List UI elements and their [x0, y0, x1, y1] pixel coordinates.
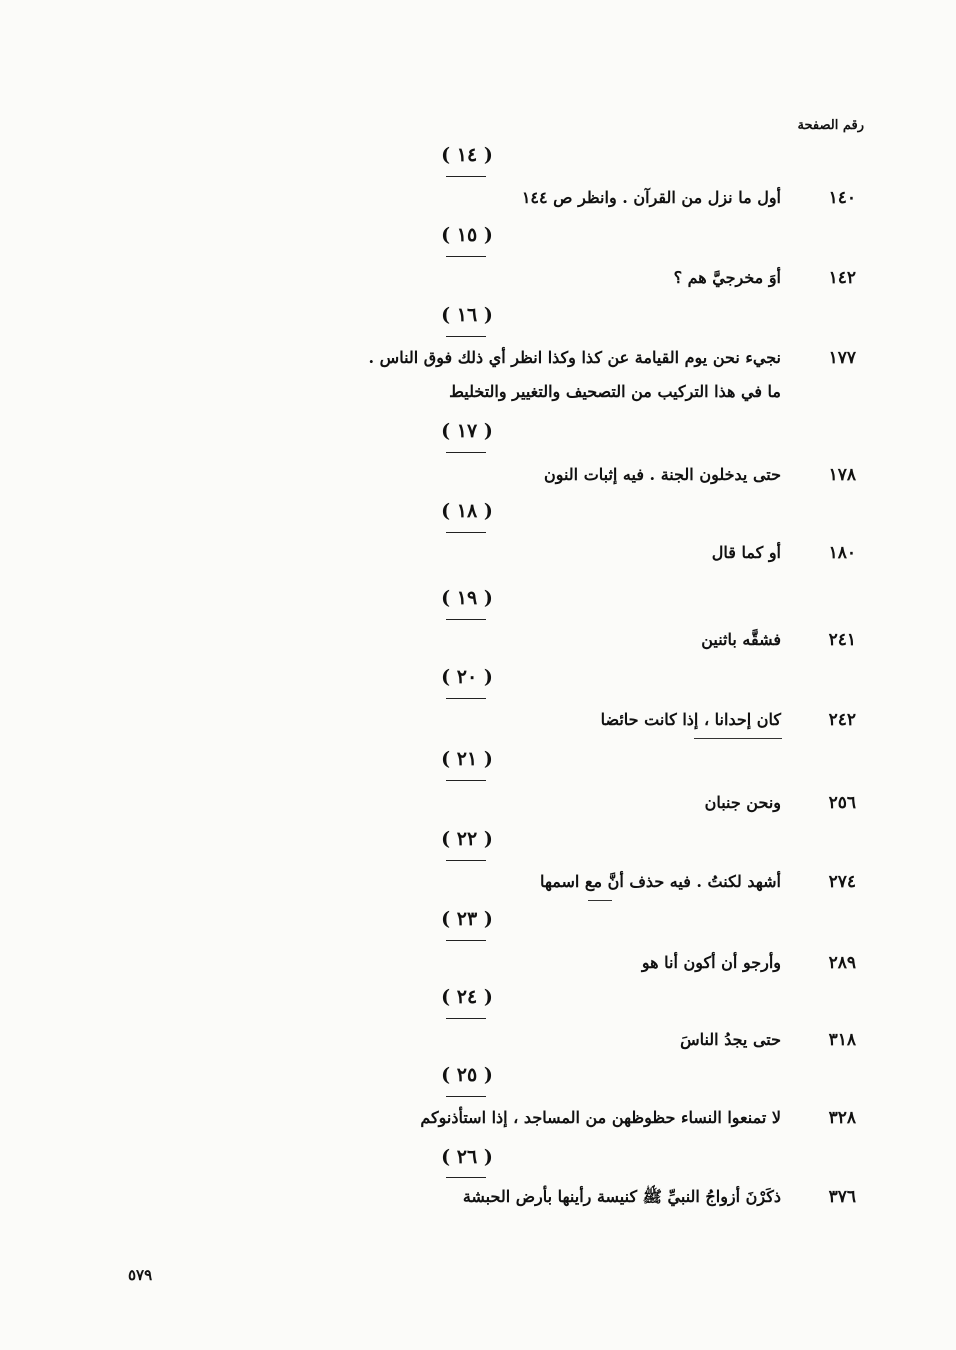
heading-underline	[446, 256, 486, 257]
section-heading-17: ( ١٧ )	[441, 420, 493, 442]
section-heading-21: ( ٢١ )	[441, 748, 493, 770]
entry-text: ذكَرْنَ أزواجُ النبيِّ ﷺ كنيسة رأينها بأرض الحبشة	[462, 1187, 781, 1206]
text-underline	[588, 900, 612, 901]
entry-text: حتى يجدُ الناسَ	[680, 1030, 781, 1049]
heading-underline	[446, 698, 486, 699]
heading-underline	[446, 780, 486, 781]
entry-page-number: ٣٢٨	[828, 1108, 856, 1128]
entry-page-number: ١٤٠	[828, 188, 856, 208]
section-heading-18: ( ١٨ )	[441, 500, 493, 522]
entry-page-number: ١٧٧	[828, 348, 856, 368]
entry-text: أول ما نزل من القرآن . وانظر ص ١٤٤	[521, 188, 781, 207]
section-heading-22: ( ٢٢ )	[441, 828, 493, 850]
heading-underline	[446, 1177, 486, 1178]
heading-underline	[446, 1018, 486, 1019]
entry-text: أوَ مخرجيَّ هم ؟	[673, 268, 781, 287]
text-underline	[694, 738, 782, 739]
section-heading-14: ( ١٤ )	[441, 144, 493, 166]
heading-underline	[446, 452, 486, 453]
section-heading-20: ( ٢٠ )	[441, 666, 493, 688]
column-header: رقم الصفحة	[797, 118, 864, 133]
heading-underline	[446, 1096, 486, 1097]
page-number: ٥٧٩	[128, 1266, 153, 1284]
heading-underline	[446, 176, 486, 177]
section-heading-23: ( ٢٣ )	[441, 908, 493, 930]
section-heading-16: ( ١٦ )	[441, 304, 493, 326]
heading-underline	[446, 619, 486, 620]
section-heading-26: ( ٢٦ )	[441, 1146, 493, 1168]
section-heading-19: ( ١٩ )	[441, 587, 493, 609]
entry-page-number: ٢٥٦	[828, 793, 856, 813]
entry-page-number: ٢٤٢	[828, 710, 856, 730]
entry-page-number: ٢٤١	[828, 630, 856, 650]
entry-page-number: ٣٧٦	[828, 1187, 856, 1207]
entry-page-number: ١٧٨	[828, 465, 856, 485]
entry-page-number: ٢٨٩	[828, 953, 856, 973]
heading-underline	[446, 860, 486, 861]
section-heading-24: ( ٢٤ )	[441, 986, 493, 1008]
section-heading-15: ( ١٥ )	[441, 224, 493, 246]
entry-text: لا تمنعوا النساء حظوظهن من المساجد ، إذا استأذنوكم	[420, 1108, 781, 1127]
entry-text: أو كما قال	[711, 543, 781, 562]
entry-text-continuation: ما في هذا التركيب من التصحيف والتغيير والتخليط	[449, 382, 781, 401]
heading-underline	[446, 532, 486, 533]
entry-page-number: ٢٧٤	[828, 872, 856, 892]
entry-text: كان إحدانا ، إذا كانت حائضا	[600, 710, 781, 729]
entry-text: أشهد لكنتُ . فيه حذف أنَّ مع اسمها	[540, 872, 781, 891]
heading-underline	[446, 940, 486, 941]
entry-text: حتى يدخلون الجنة . فيه إثبات النون	[543, 465, 781, 484]
entry-page-number: ١٤٢	[828, 268, 856, 288]
entry-text: وأرجو أن أكون أنا هو	[641, 953, 781, 972]
section-heading-25: ( ٢٥ )	[441, 1064, 493, 1086]
entry-page-number: ١٨٠	[828, 543, 856, 563]
entry-text: ونحن جنبان	[704, 793, 781, 812]
entry-page-number: ٣١٨	[828, 1030, 856, 1050]
entry-text: نجيء نحن يوم القيامة عن كذا وكذا انظر أي ذلك فوق الناس .	[368, 348, 781, 367]
entry-text: فشقَّه باثنين	[701, 630, 781, 649]
heading-underline	[446, 336, 486, 337]
